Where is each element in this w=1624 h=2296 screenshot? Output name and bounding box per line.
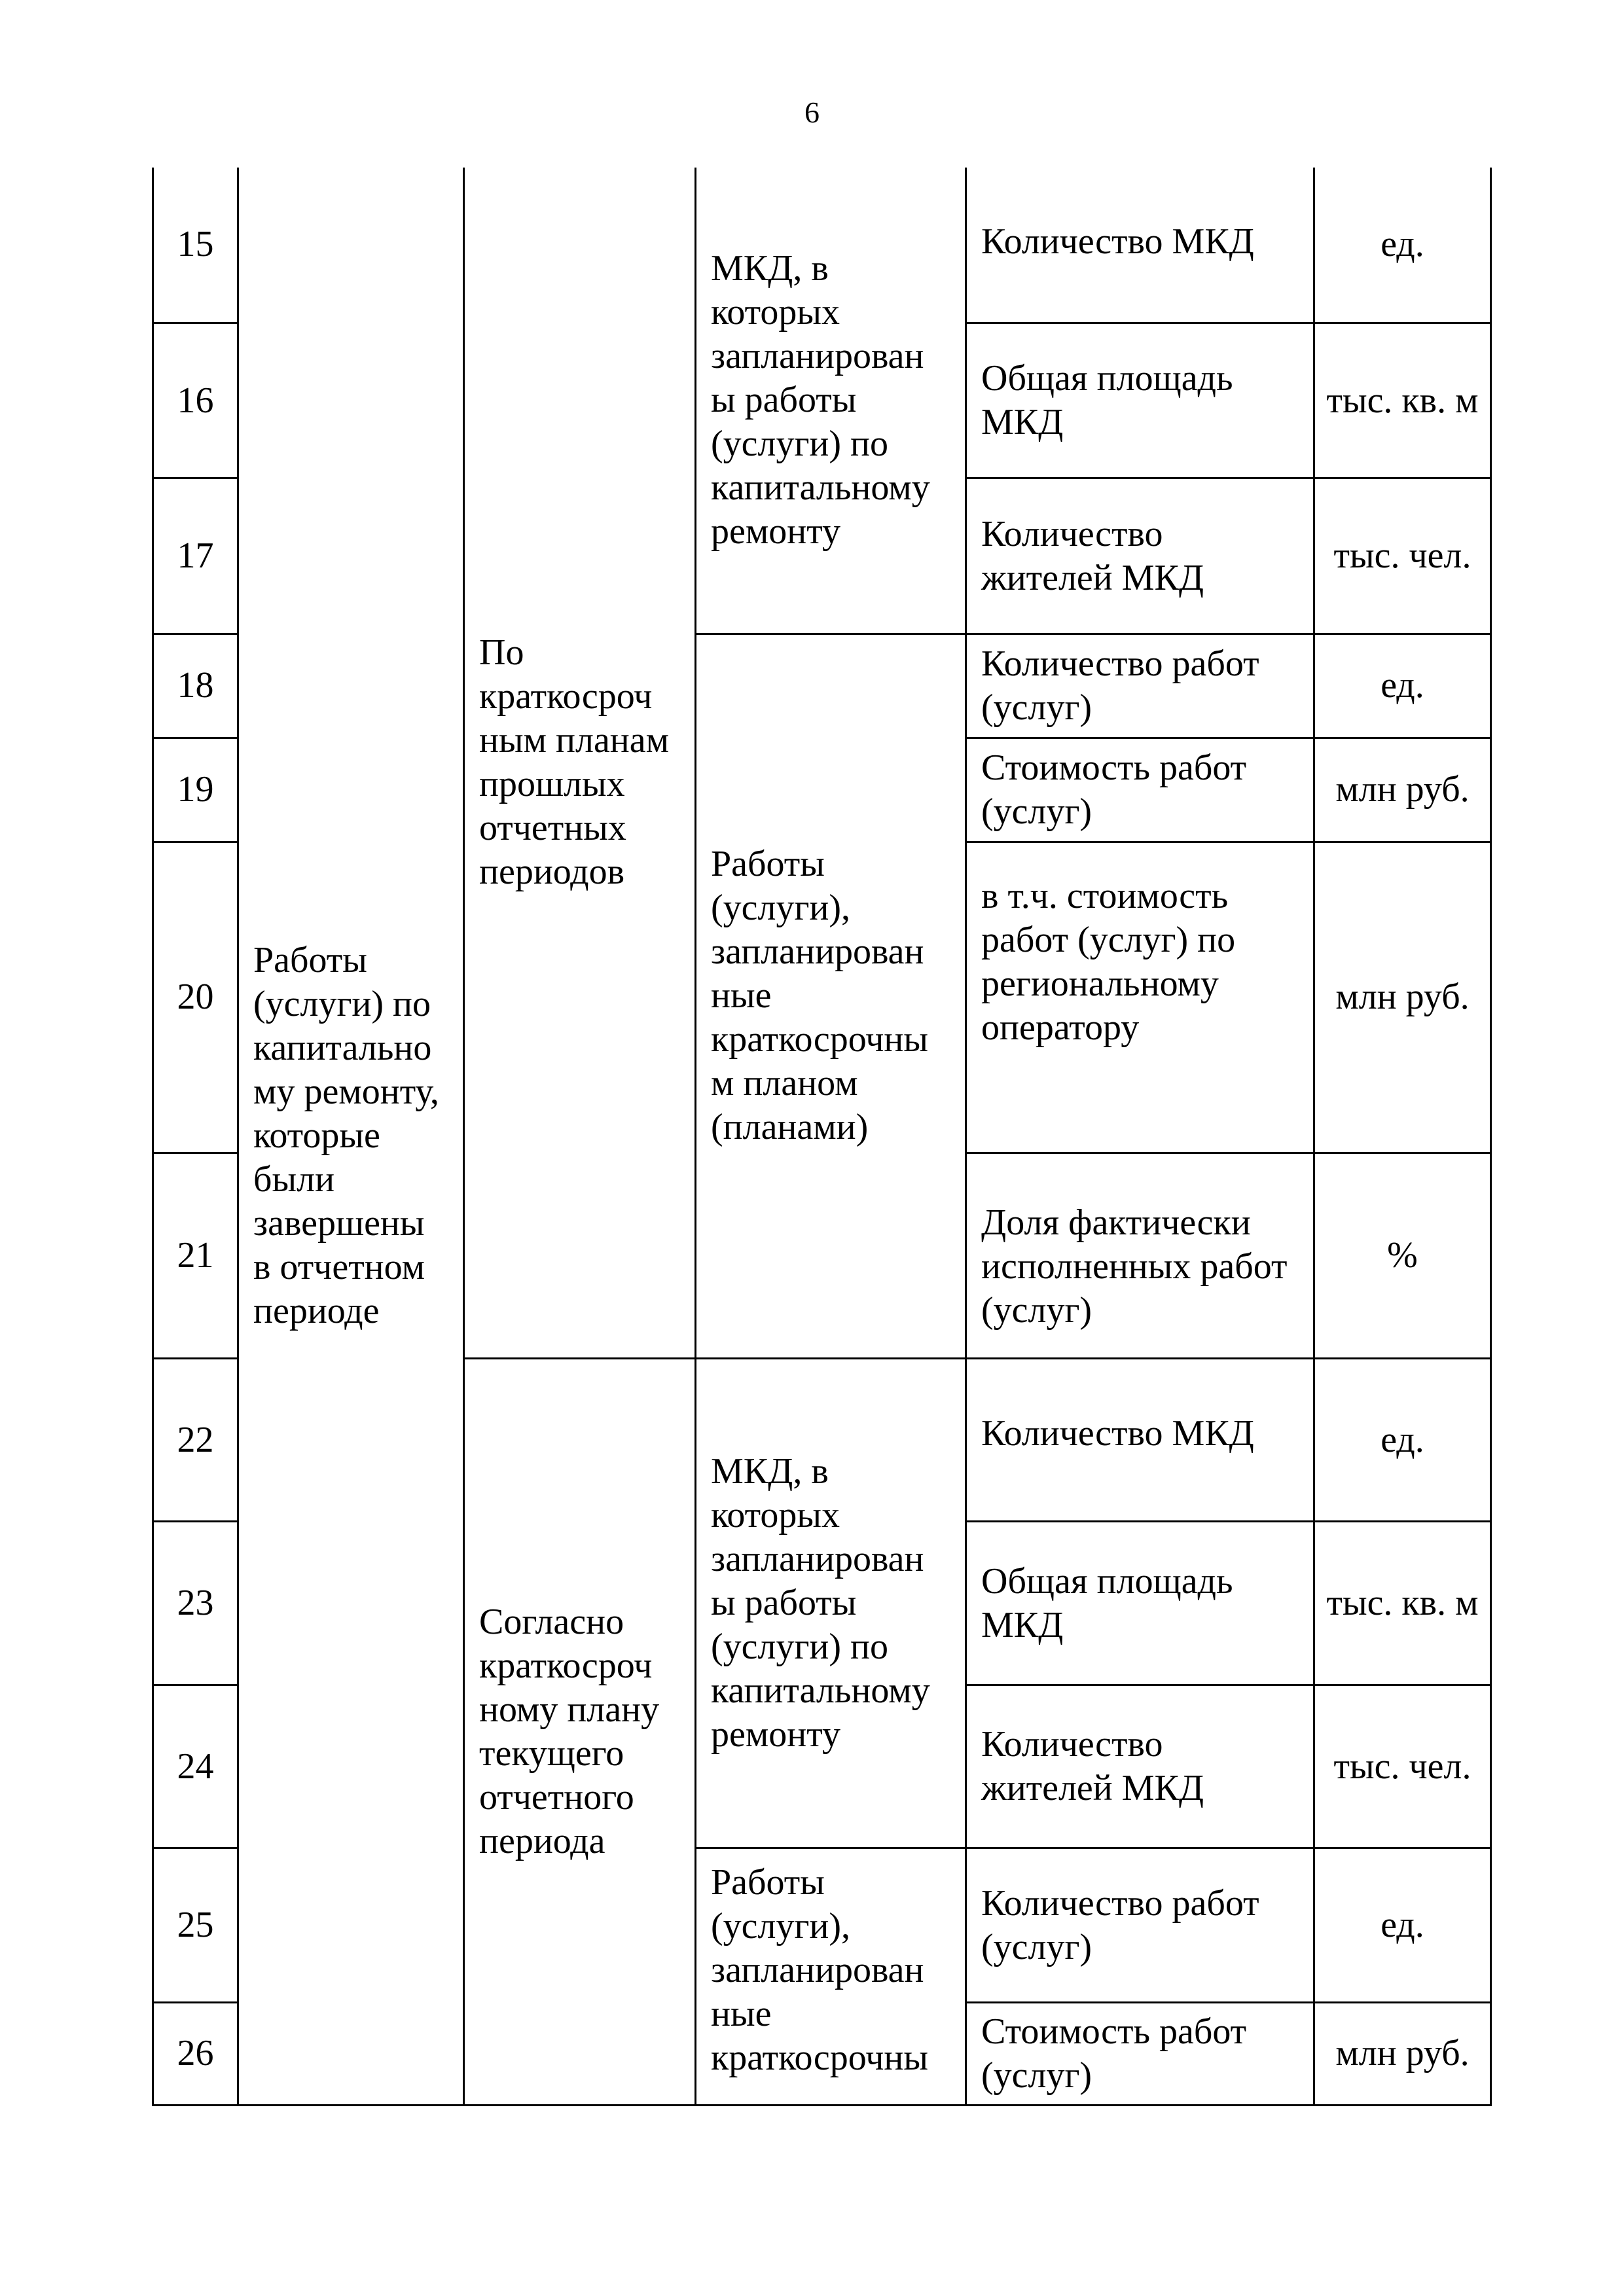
indicator-cell: Стоимость работ (услуг): [966, 2002, 1314, 2105]
period-label: По краткосроч ным планам прошлых отчетных периодов: [464, 168, 696, 1358]
unit-cell: тыс. чел.: [1314, 478, 1491, 634]
indicator-cell: Количество жителей МКД: [966, 478, 1314, 634]
unit-cell: ед.: [1314, 168, 1491, 323]
indicator-cell: Количество МКД: [966, 168, 1314, 323]
category-label: Работы (услуги), запланирован ные краткосрочны м планом (планами): [696, 634, 966, 1358]
row-number: 16: [153, 323, 238, 478]
indicator-cell: Стоимость работ (услуг): [966, 738, 1314, 842]
row-number: 20: [153, 842, 238, 1153]
category-label: МКД, в которых запланирован ы работы (услуги) по капитальному ремонту: [696, 1358, 966, 1848]
unit-cell: ед.: [1314, 1358, 1491, 1522]
indicator-cell: Количество жителей МКД: [966, 1685, 1314, 1848]
unit-cell: млн руб.: [1314, 2002, 1491, 2105]
indicator-cell: в т.ч. стоимость работ (услуг) по региональному оператору: [966, 842, 1314, 1153]
category-label: Работы (услуги), запланирован ные краткосрочны: [696, 1848, 966, 2106]
row-number: 26: [153, 2002, 238, 2105]
row-number: 22: [153, 1358, 238, 1522]
row-number: 23: [153, 1522, 238, 1685]
unit-cell: млн руб.: [1314, 842, 1491, 1153]
row-number: 24: [153, 1685, 238, 1848]
unit-cell: тыс. чел.: [1314, 1685, 1491, 1848]
group-label: Работы (услуги) по капитально му ремонту, которые были завершены в отчетном периоде: [238, 168, 464, 2106]
row-number: 18: [153, 634, 238, 738]
row-number: 17: [153, 478, 238, 634]
indicator-cell: Доля фактически исполненных работ (услуг): [966, 1153, 1314, 1358]
unit-cell: млн руб.: [1314, 738, 1491, 842]
indicator-cell: Количество МКД: [966, 1358, 1314, 1522]
unit-cell: ед.: [1314, 634, 1491, 738]
period-label: Согласно краткосроч ному плану текущего отчетного периода: [464, 1358, 696, 2105]
row-number: 15: [153, 168, 238, 323]
unit-cell: %: [1314, 1153, 1491, 1358]
row-number: 19: [153, 738, 238, 842]
indicator-cell: Общая площадь МКД: [966, 1522, 1314, 1685]
row-number: 25: [153, 1848, 238, 2002]
indicator-cell: Общая площадь МКД: [966, 323, 1314, 478]
indicator-cell: Количество работ (услуг): [966, 634, 1314, 738]
unit-cell: тыс. кв. м: [1314, 323, 1491, 478]
row-number: 21: [153, 1153, 238, 1358]
unit-cell: тыс. кв. м: [1314, 1522, 1491, 1685]
indicator-cell: Количество работ (услуг): [966, 1848, 1314, 2002]
indicators-table: [152, 168, 1492, 2106]
table-row: [153, 168, 1491, 323]
category-label: МКД, в которых запланирован ы работы (услуги) по капитальному ремонту: [696, 168, 966, 634]
page-number: 6: [804, 96, 820, 129]
unit-cell: ед.: [1314, 1848, 1491, 2002]
